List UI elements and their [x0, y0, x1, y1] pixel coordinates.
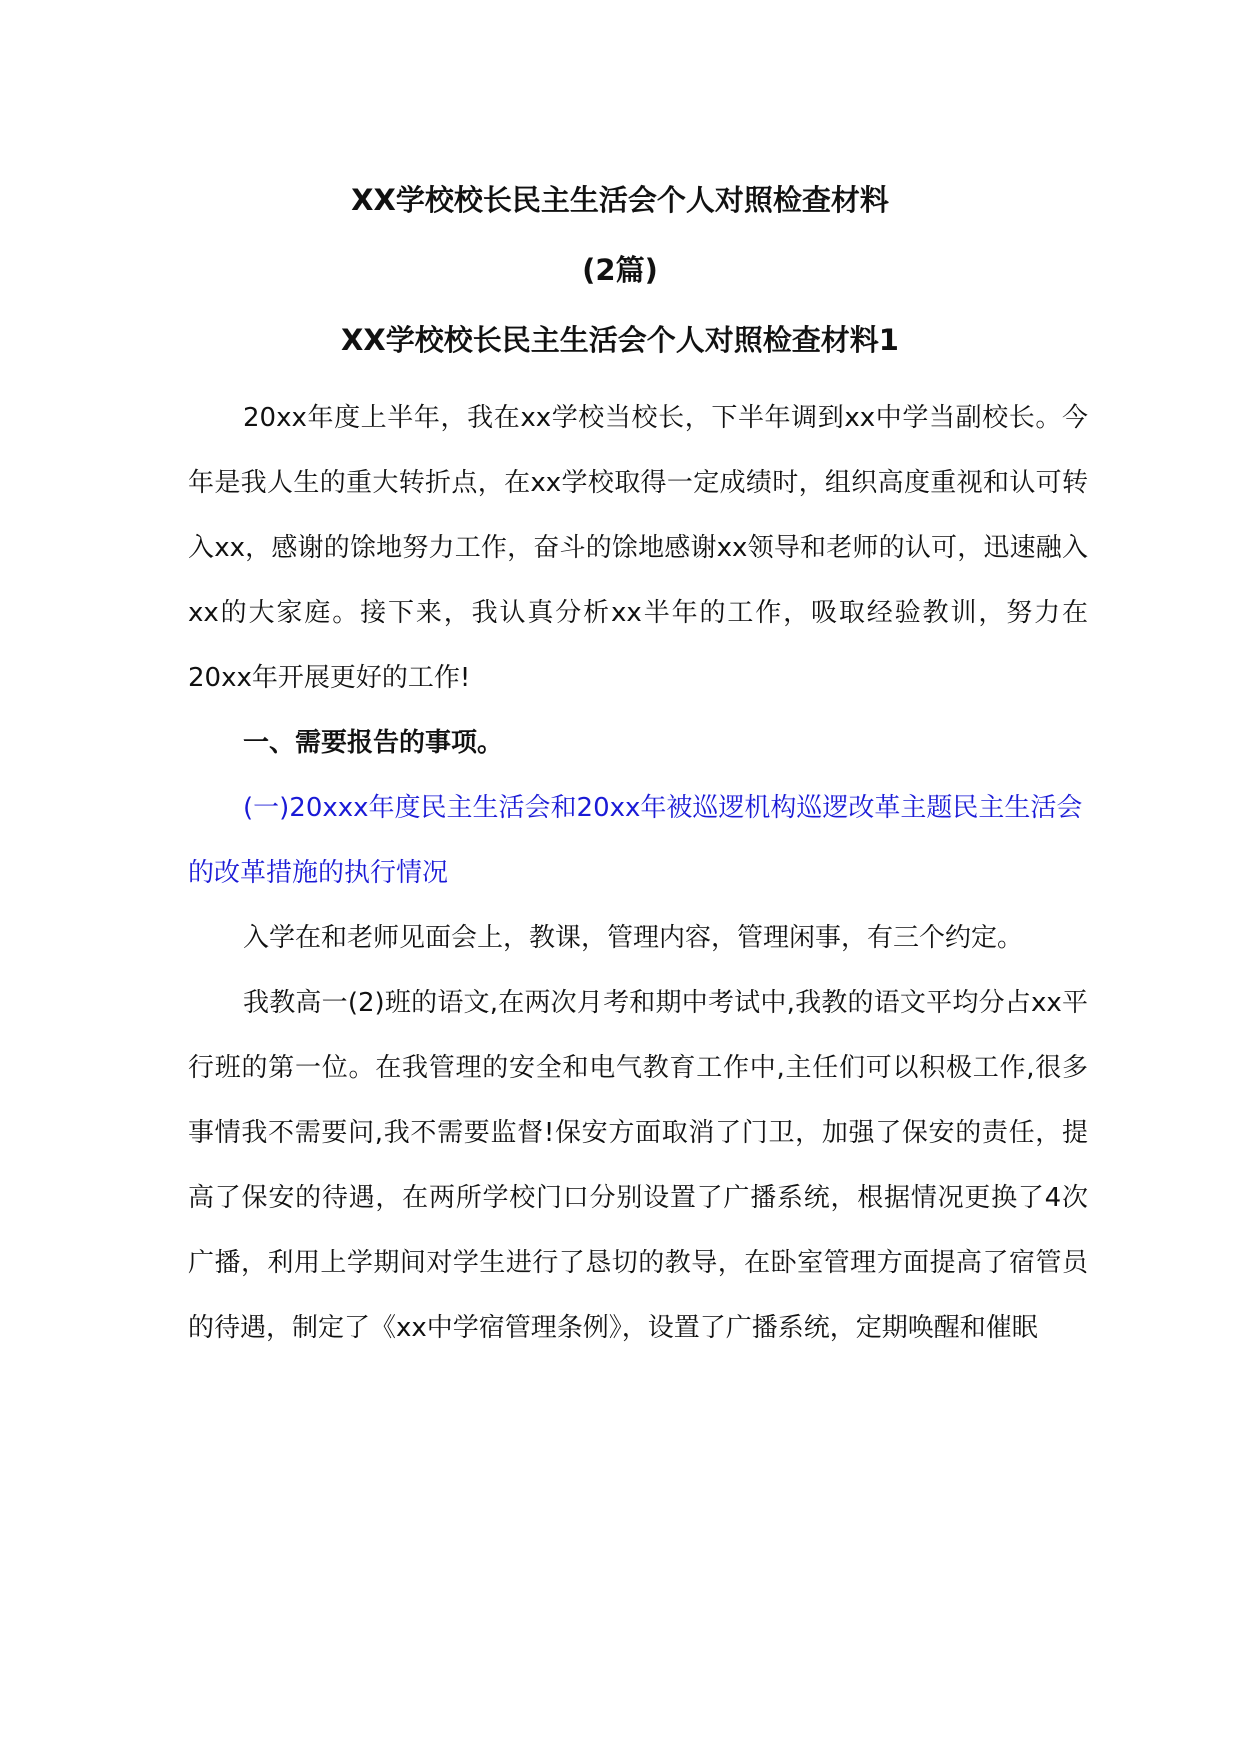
subheading-reform-measures: (一)20xxx年度民主生活会和20xx年被巡逻机构巡逻改革主题民主生活会的改革措施的执行情况 — [188, 793, 1083, 888]
section-title: XX学校校长民主生活会个人对照检查材料1 — [341, 323, 899, 357]
document-body — [188, 386, 1088, 1361]
paragraph-agreements: 入学在和老师见面会上，教课，管理内容，管理闲事，有三个约定。 — [243, 923, 1024, 953]
document-title: XX学校校长民主生活会个人对照检查材料 — [351, 183, 889, 217]
document-subtitle: (2篇) — [582, 253, 658, 287]
heading-matters-to-report: 一、需要报告的事项。 — [243, 728, 504, 758]
paragraph-intro: 20xx年度上半年，我在xx学校当校长，下半年调到xx中学当副校长。今年是我人生的重大转折点，在xx学校取得一定成绩时，组织高度重视和认可转入xx，感谢的馀地努力工作，奋斗的馀地感谢xx领导和老师的认可，迅速融入xx的大家庭。接下来，我认真分析xx半年的工作，吸取经验教训，努力在20xx年开展更好的工作! — [188, 403, 1088, 693]
paragraph-teaching-management: 我教高一(2)班的语文,在两次月考和期中考试中,我教的语文平均分占xx平行班的第一位。在我管理的安全和电气教育工作中,主任们可以积极工作,很多事情我不需要问,我不需要监督!保安方面取消了门卫，加强了保安的责任，提高了保安的待遇，在两所学校门口分别设置了广播系统，根据情况更换了4次广播，利用上学期间对学生进行了恳切的教导，在卧室管理方面提高了宿管员的待遇，制定了《xx中学宿管理条例》，设置了广播系统，定期唤醒和催眠 — [188, 988, 1088, 1343]
